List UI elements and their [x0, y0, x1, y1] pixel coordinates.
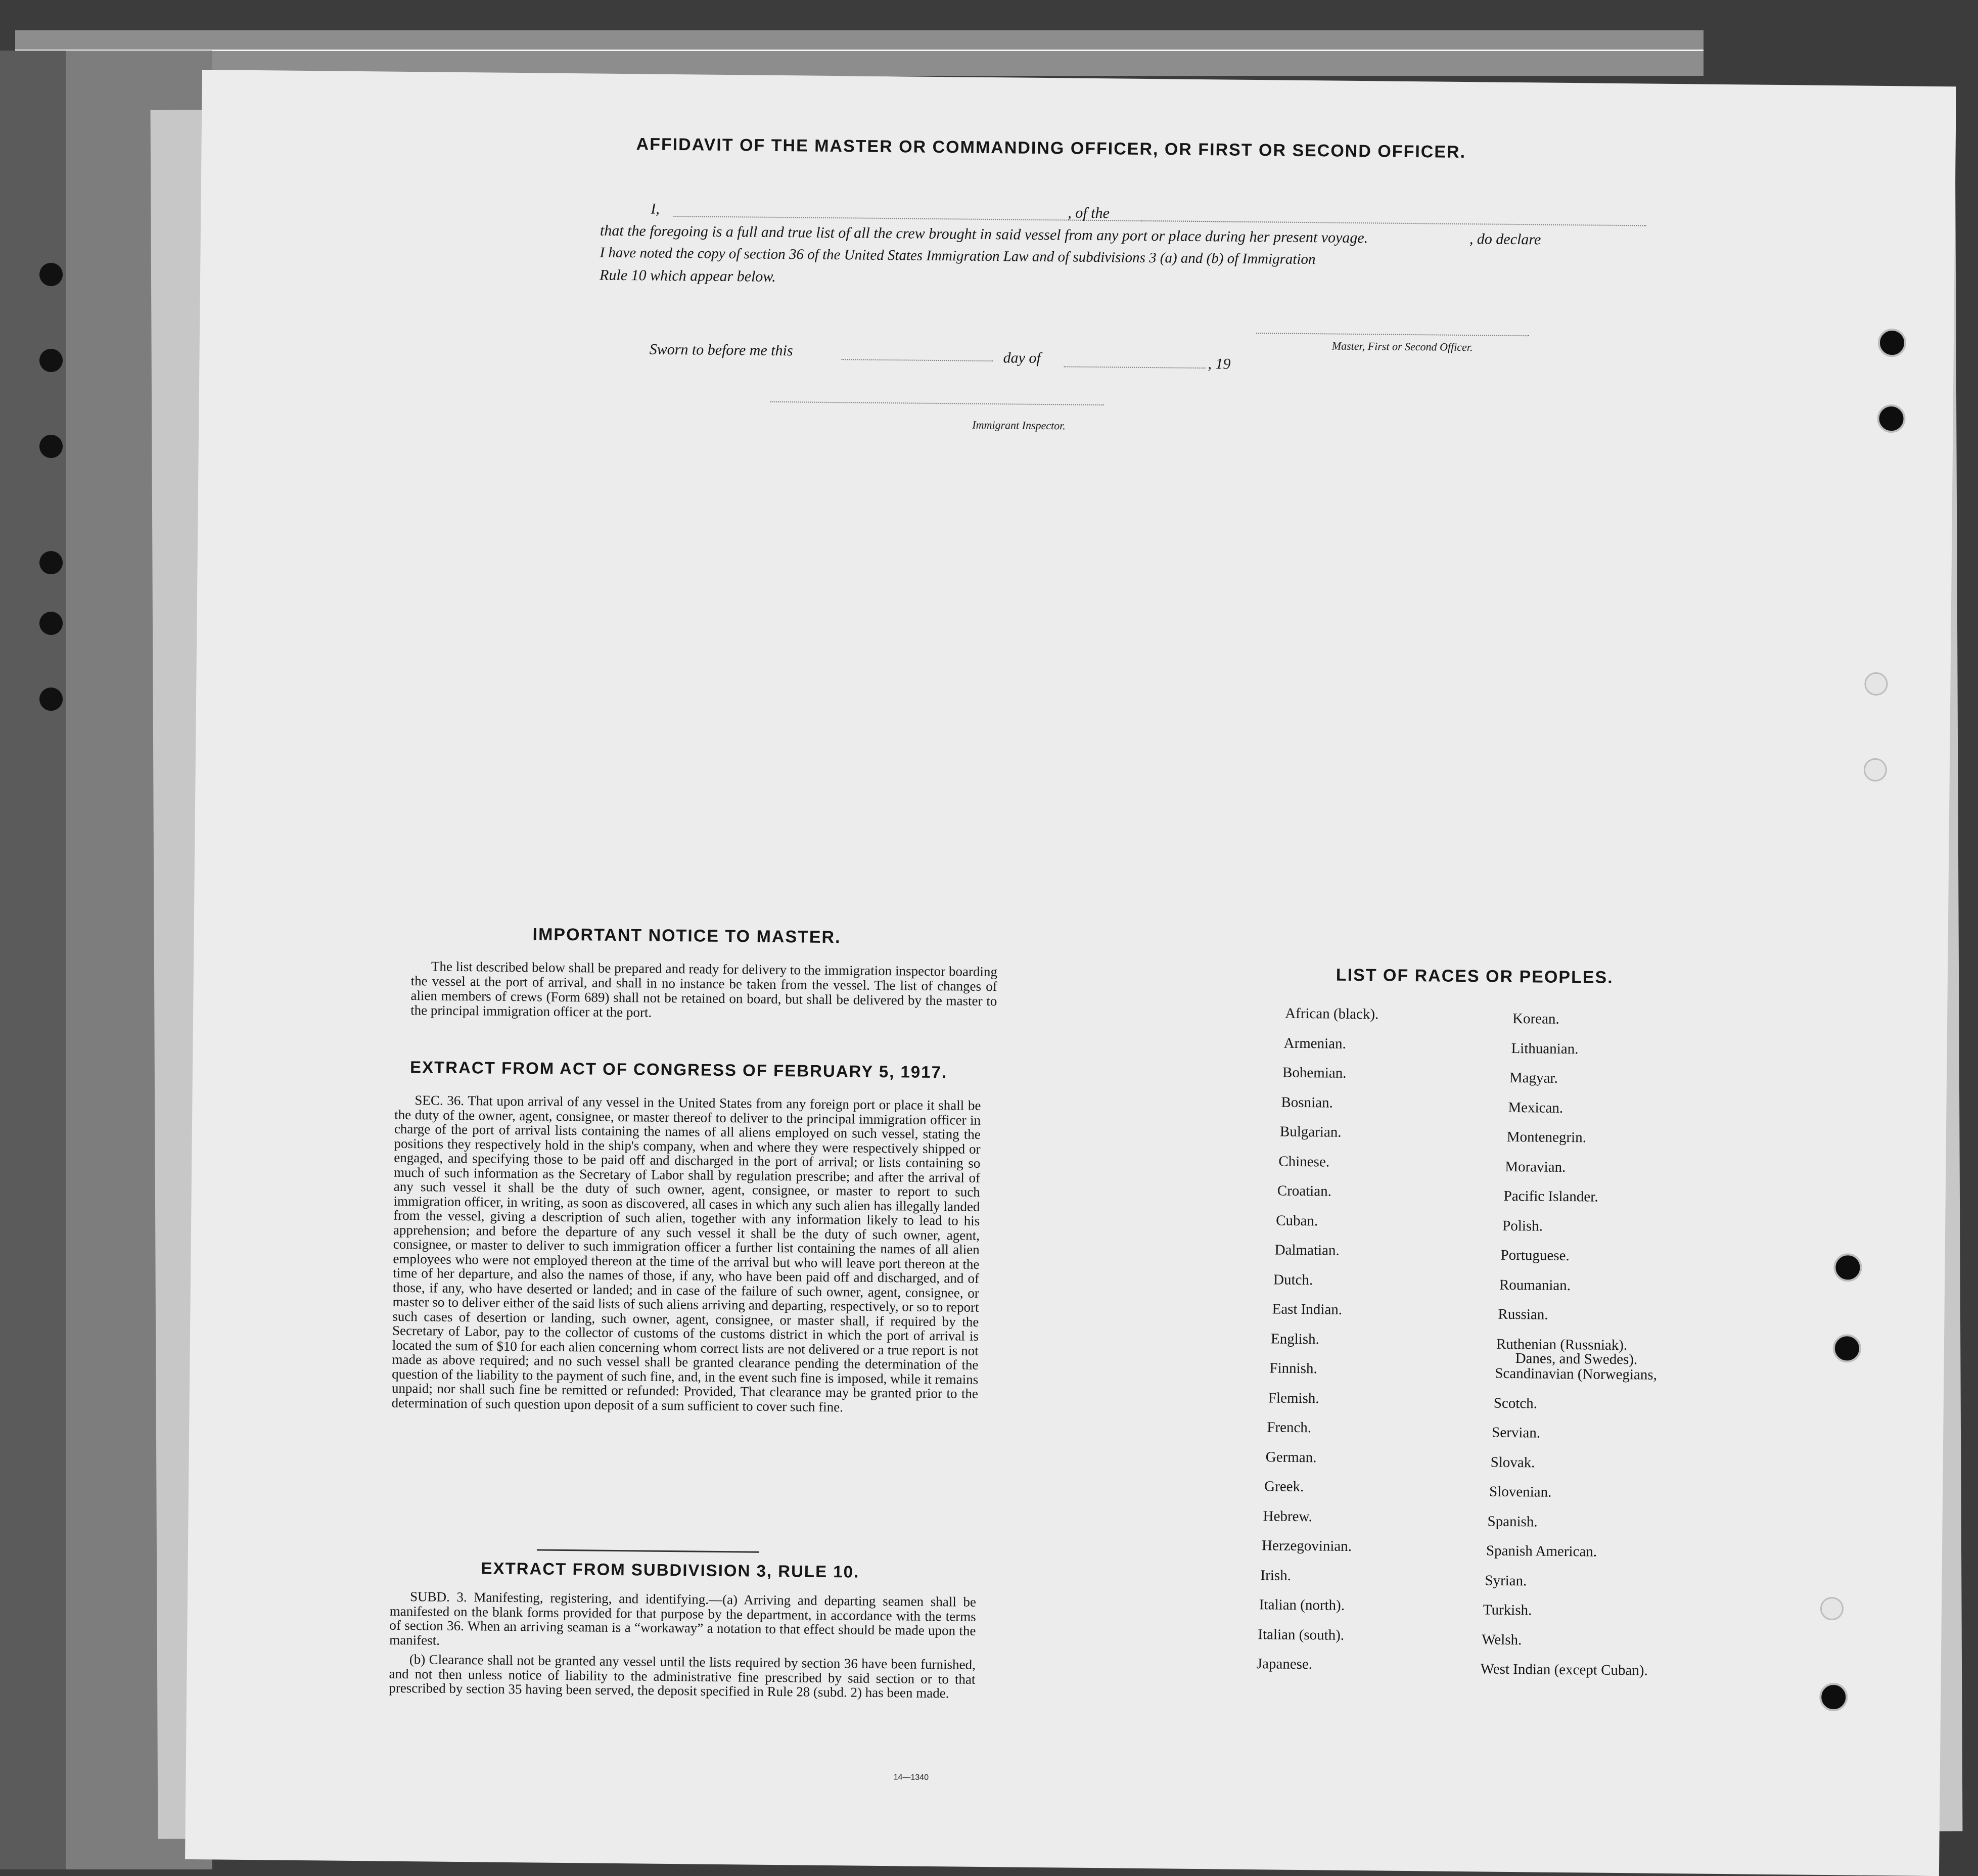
race-item: Japanese. [1256, 1656, 1313, 1673]
binding-hole [1864, 672, 1888, 696]
extract-rule-text: SUBD. 3. Manifesting, registering, and identifying.—(a) Arriving and departing seamen shall be manifested on the blank forms provided for that purpose by the department, in accordance with the terms of section 36. When an arriving seaman is a “workaway” a notation to that effect should be made upon the manifest. (b) Clearance shall not be granted any vessel until the lists required by section 36 have been furnished, and not then unless notice of liability to the administrative fine prescribed by said section or to that prescribed by section 35 having been served, the deposit specified in Rule 28 (subd. 2) has been made. [389, 1589, 977, 1701]
race-item: Russian. [1498, 1306, 1548, 1323]
race-item: Syrian. [1485, 1572, 1527, 1589]
extract-rule-title: EXTRACT FROM SUBDIVISION 3, RULE 10. [481, 1559, 860, 1581]
race-item: Slovenian. [1489, 1483, 1552, 1500]
binding-hole [1819, 1683, 1848, 1712]
binding-hole [1833, 1334, 1862, 1363]
notice-title: IMPORTANT NOTICE TO MASTER. [532, 925, 841, 947]
binding-hole [1877, 404, 1906, 433]
race-item: West Indian (except Cuban). [1480, 1661, 1648, 1679]
race-item: Bosnian. [1281, 1094, 1333, 1111]
race-item: Moravian. [1505, 1158, 1566, 1175]
binding-hole [1820, 1597, 1844, 1620]
race-item: Bulgarian. [1279, 1123, 1342, 1140]
affidavit-do-declare: , do declare [1469, 231, 1541, 248]
race-item: Hebrew. [1263, 1507, 1312, 1525]
race-item: Spanish American. [1486, 1542, 1597, 1560]
race-item: Roumanian. [1499, 1276, 1571, 1294]
race-item: Ruthenian (Russniak). [1496, 1336, 1628, 1353]
form-number: 14—1340 [893, 1773, 929, 1782]
vessel-blank [1141, 220, 1646, 226]
race-item: Finnish. [1269, 1360, 1317, 1377]
race-item: Welsh. [1482, 1631, 1522, 1648]
race-item: Pacific Islander. [1503, 1187, 1598, 1205]
affidavit-of-the: , of the [1068, 204, 1110, 222]
race-item: Scandinavian (Norwegians, [1495, 1365, 1658, 1383]
race-item: Scotch. [1493, 1395, 1538, 1411]
race-item: Spanish. [1487, 1513, 1538, 1530]
race-item: Magyar. [1509, 1069, 1558, 1086]
punch-hole [39, 263, 63, 286]
race-item: Chinese. [1278, 1153, 1330, 1170]
race-item: Polish. [1502, 1217, 1543, 1234]
affidavit-line-3: I have noted the copy of section 36 of the United States Immigration Law and of subdivisions 3 (a) and (b) of Immigration [600, 244, 1316, 268]
notice-text: The list described below shall be prepared and ready for delivery to the immigration inspector boarding the vessel at the port of arrival, and shall in no instance be taken from the vessel. The list of changes of alien members of crews (Form 689) shall not be retained on board, but shall be delivered by the master to the principal immigration officer at the port. [410, 958, 998, 1020]
divider-rule [537, 1549, 759, 1552]
race-item: Croatian. [1277, 1182, 1332, 1200]
race-item: English. [1270, 1330, 1320, 1347]
race-item: Dutch. [1273, 1271, 1313, 1288]
affidavit-title: AFFIDAVIT OF THE MASTER OR COMMANDING OFFICER, OR FIRST OR SECOND OFFICER. [636, 134, 1466, 162]
race-item: Flemish. [1268, 1389, 1319, 1406]
inspector-signature-line [770, 401, 1104, 405]
race-item: Montenegrin. [1506, 1128, 1587, 1146]
race-item: Portuguese. [1500, 1247, 1570, 1264]
binding-hole [1878, 329, 1907, 357]
affidavit-line-2: that the foregoing is a full and true list of all the crew brought in said vessel from any port or place during her present voyage. [600, 222, 1368, 247]
master-signature-line [1256, 333, 1529, 336]
race-item: Dalmatian. [1274, 1242, 1340, 1259]
race-item: Cuban. [1276, 1212, 1318, 1229]
race-item: Irish. [1260, 1567, 1292, 1584]
race-item: Lithuanian. [1511, 1040, 1579, 1057]
sworn-year: , 19 [1208, 355, 1231, 373]
binding-hole [1864, 758, 1887, 782]
race-item: Herzegovinian. [1261, 1537, 1352, 1554]
race-item: Italian (north). [1259, 1596, 1345, 1614]
punch-hole [39, 435, 63, 458]
race-item: East Indian. [1272, 1301, 1343, 1318]
race-item: Servian. [1492, 1424, 1541, 1441]
race-item: Turkish. [1483, 1602, 1532, 1619]
extract-act-text: SEC. 36. That upon arrival of any vessel in the United States from any foreign port or place it shall be the duty of the owner, agent, consignee, or master thereof to deliver to the principal immigration officer in charge of the port of arrival lists containing the names of all aliens employed on such vessel, stating the positions they respectively hold in the ship's company, when and where they were respectively shipped or engaged, and specifying those to be paid off and discharged in the port of arrival; or lists containing so much of such information as the Secretary of Labor shall by regulation prescribe; and after the arrival of any such vessel it shall be the duty of such owner, agent, consignee, or master to report to such immigration officer, in writing, as soon as discovered, all cases in which any such alien has illegally landed from the vessel, giving a description of such alien, together with any information likely to lead to his apprehension; and before the departure of any such vessel it shall be the duty of such owner, agent, consignee, or master to deliver to such immigration officer a further list containing the names of all alien employees who were not employed thereon at the time of the arrival but who will leave port thereon at the time of her departure, and also the names of those, if any, who have been paid off and discharged, and of those, if any, who have deserted or landed; and in case of the failure of such owner, agent, consignee, or master so to deliver either of the said lists of such aliens arriving and departing, respectively, or so to report such cases of desertion or landing, such owner, agent, consignee, or master shall, if required by the Secretary of Labor, pay to the collector of customs of the customs district in which the port of arrival is located the sum of $10 for each alien concerning whom correct lists are not delivered or a true report is not made as above required; and no such vessel shall be granted clearance pending the determination of the question of the liability to the payment of such fine, and, in the event such fine is imposed, while it remains unpaid; nor shall such fine be remitted or refunded: Provided, That clearance may be granted prior to the determination of such question upon deposit of a sum sufficient to cover such fine. [391, 1092, 981, 1414]
race-item: Greek. [1264, 1478, 1304, 1495]
inspector-label: Immigrant Inspector. [972, 418, 1066, 432]
race-item: Mexican. [1508, 1099, 1563, 1116]
master-label: Master, First or Second Officer. [1331, 339, 1473, 354]
sworn-month-blank [1064, 366, 1205, 369]
punch-hole [39, 349, 63, 372]
crew-list-page [185, 70, 1956, 1876]
punch-hole [39, 688, 63, 711]
punch-hole [39, 612, 63, 635]
sworn-text: Sworn to before me this [649, 341, 793, 359]
scan-edge-top [15, 30, 1704, 76]
race-item: German. [1265, 1448, 1317, 1466]
sworn-day-of: day of [1003, 349, 1041, 367]
extract-act-title: EXTRACT FROM ACT OF CONGRESS OF FEBRUARY 5, 1917. [409, 1058, 948, 1082]
race-item: Korean. [1512, 1010, 1559, 1027]
binding-hole [1833, 1253, 1862, 1282]
race-item: Italian (south). [1258, 1626, 1345, 1643]
race-item: French. [1267, 1419, 1312, 1436]
race-item: Danes, and Swedes). [1515, 1350, 1638, 1368]
race-item: Bohemian. [1282, 1064, 1347, 1081]
sworn-day-blank [842, 359, 993, 361]
race-item: African (black). [1285, 1005, 1379, 1023]
affidavit-line-4: Rule 10 which appear below. [599, 266, 776, 285]
punch-hole [39, 551, 63, 574]
races-title: LIST OF RACES OR PEOPLES. [1336, 965, 1614, 987]
affidavit-i: I, [651, 200, 660, 217]
race-item: Armenian. [1283, 1035, 1346, 1052]
race-item: Slovak. [1490, 1454, 1535, 1471]
